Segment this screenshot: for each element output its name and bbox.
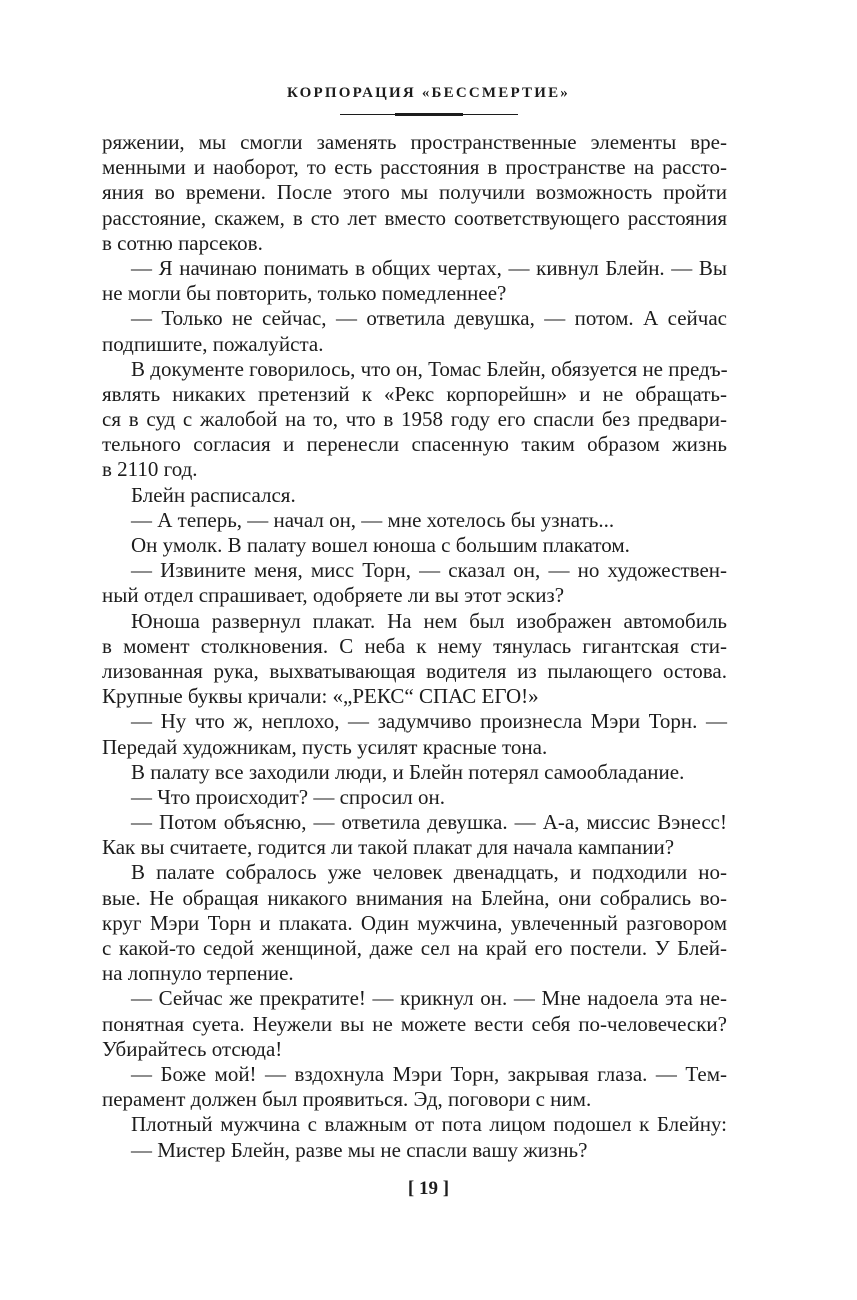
page-body	[102, 130, 727, 1163]
header-rule-thick	[395, 113, 463, 116]
text-line: Передай художникам, пусть усилят красные тона.	[102, 734, 548, 759]
text-line: ный отдел спрашивает, одобряете ли вы этот эскиз?	[102, 583, 565, 608]
text-line: подпишите, пожалуйста.	[102, 331, 324, 356]
text-line: понятная суета. Неужели вы не можете вести себя по-человечески?	[102, 1011, 727, 1036]
text-line: расстояние, скажем, в сто лет вместо соответствующего расстояния	[102, 205, 727, 230]
text-line: в момент столкновения. С неба к нему тянулась гигантская сти-	[102, 633, 727, 658]
text-line: Плотный мужчина с влажным от пота лицом подошел к Блейну:	[131, 1112, 727, 1137]
text-line: — Извините меня, мисс Торн, — сказал он, — но художествен-	[131, 558, 727, 583]
running-header: КОРПОРАЦИЯ «БЕССМЕРТИЕ»	[286, 85, 571, 101]
text-line: — Сейчас же прекратите! — крикнул он. — Мне надоела эта не-	[131, 986, 727, 1011]
text-line: Юноша развернул плакат. На нем был изображен автомобиль	[131, 608, 727, 633]
text-line: В палату все заходили люди, и Блейн потерял самообладание.	[131, 759, 685, 784]
text-line: в сотню парсеков.	[102, 230, 263, 255]
text-line: не могли бы повторить, только помедленнее?	[102, 281, 507, 306]
text-line: — Мистер Блейн, разве мы не спасли вашу жизнь?	[131, 1137, 588, 1162]
text-line: являть никаких претензий к «Рекс корпорейшн» и не обращать-	[102, 381, 727, 406]
text-line: Крупные буквы кричали: «„РЕКС“ СПАС ЕГО!»	[102, 684, 539, 709]
text-line: Он умолк. В палату вошел юноша с большим плакатом.	[131, 533, 630, 557]
text-line: — Я начинаю понимать в общих чертах, — кивнул Блейн. — Вы	[131, 255, 727, 280]
text-line: — А теперь, — начал он, — мне хотелось бы узнать...	[131, 507, 615, 532]
page-number: [ 19 ]	[407, 1178, 450, 1199]
text-line: перамент должен был проявиться. Эд, поговори с ним.	[102, 1087, 592, 1112]
text-line: на лопнуло терпение.	[102, 961, 294, 986]
text-line: вые. Не обращая никакого внимания на Блейна, они собрались во-	[102, 885, 727, 910]
text-line: яния во времени. После этого мы получили возможность пройти	[102, 180, 727, 205]
text-line: — Ну что ж, неплохо, — задумчиво произнесла Мэри Торн. —	[131, 709, 727, 734]
text-line: — Боже мой! — вздохнула Мэри Торн, закрывая глаза. — Тем-	[131, 1061, 727, 1086]
text-line: Убирайтесь отсюда!	[102, 1036, 283, 1061]
text-line: — Только не сейчас, — ответила девушка, — потом. А сейчас	[131, 306, 727, 331]
text-line: — Что происходит? — спросил он.	[131, 784, 445, 809]
text-line: Блейн расписался.	[131, 482, 296, 507]
text-line: с какой-то седой женщиной, даже сел на край его постели. У Блей-	[102, 936, 727, 960]
text-line: ряжении, мы смогли заменять пространственные элементы вре-	[102, 130, 727, 154]
text-line: В документе говорилось, что он, Томас Блейн, обязуется не предъ-	[131, 356, 728, 381]
text-line: ся в суд с жалобой на то, что в 1958 году его спасли без предвари-	[102, 407, 727, 432]
text-line: Как вы считаете, годится ли такой плакат для начала кампании?	[102, 835, 675, 860]
text-line: тельного согласия и перенесли спасенную таким образом жизнь	[102, 432, 727, 457]
text-line: менными и наоборот, то есть расстояния в пространстве на рассто-	[102, 155, 727, 180]
text-line: лизованная рука, выхватывающая водителя из пылающего остова.	[102, 658, 727, 683]
text-line: круг Мэри Торн и плаката. Один мужчина, увлеченный разговором	[102, 910, 727, 935]
text-line: В палате собралось уже человек двенадцать, и подходили но-	[131, 860, 727, 885]
text-line: в 2110 год.	[102, 457, 198, 482]
text-line: — Потом объясню, — ответила девушка. — А-а, миссис Вэнесс!	[131, 810, 727, 835]
